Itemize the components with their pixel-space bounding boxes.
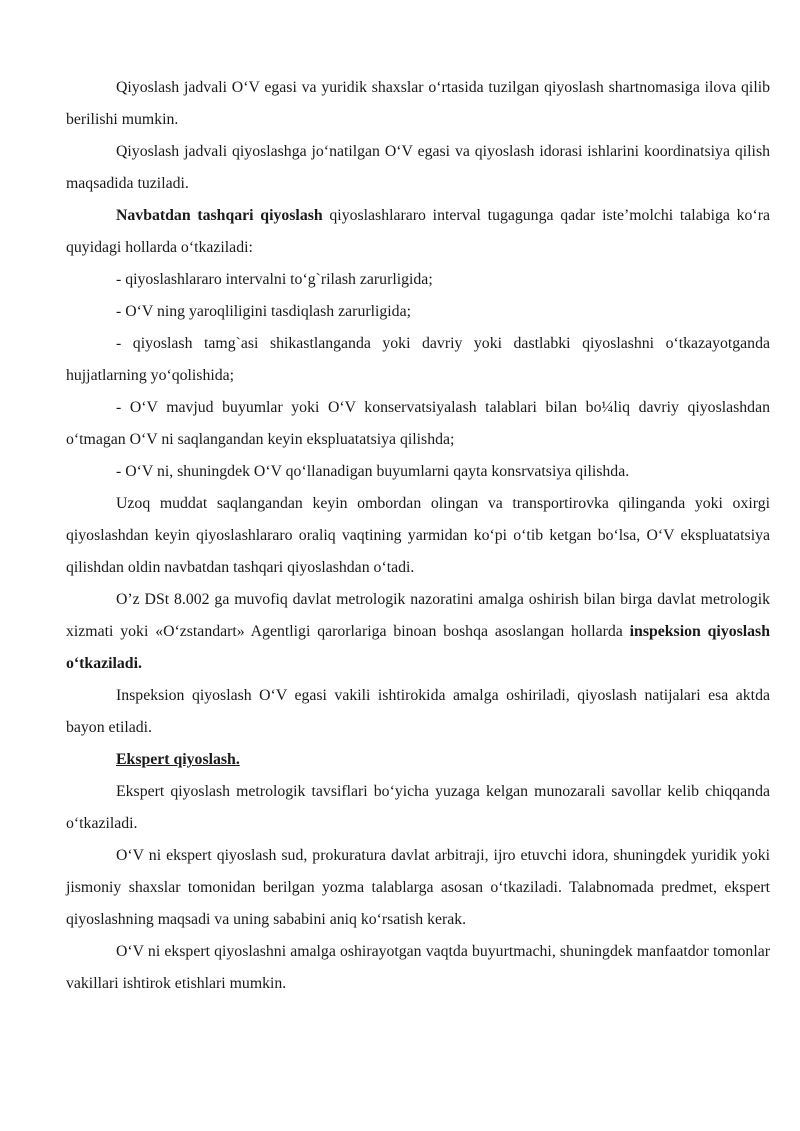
document-body: [66, 72, 770, 1000]
paragraph-extraordinary-verification: [66, 200, 770, 264]
list-item: - qiyoslash tamg`asi shikastlanganda yoki davriy yoki dastlabki qiyoslashni o‘tkazayotganda hujjatlarning yo‘qolishida;: [66, 335, 770, 384]
heading-expert-verification: Ekspert qiyoslash.: [116, 751, 240, 768]
paragraph-inspection-basis: [66, 584, 770, 680]
list-item: - qiyoslashlararo intervalni to‘g`rilash zarurligida;: [116, 271, 433, 288]
list-item: - O‘V ni, shuningdek O‘V qo‘llanadigan buyumlarni qayta konsrvatsiya qilishda.: [116, 463, 630, 480]
term-inspection-verification: inspeksion qiyoslash o‘tkaziladi.: [66, 623, 770, 672]
list-item: - O‘V ning yaroqliligini tasdiqlash zarurligida;: [116, 303, 411, 320]
paragraph-schedule-purpose: Qiyoslash jadvali qiyoslashga jo‘natilgan O‘V egasi va qiyoslash idorasi ishlarini koordinatsiya qilish maqsadida tuziladi.: [66, 143, 770, 192]
paragraph-text: O’z DSt 8.002 ga muvofiq davlat metrologik nazoratini amalga oshirish bilan birga davlat metrologik xizmati yoki «O‘zstandart» Agentligi qarorlariga binoan boshqa asoslangan hollarda: [66, 591, 770, 640]
paragraph-long-storage: Uzoq muddat saqlangandan keyin ombordan olingan va transportirovka qilinganda yoki oxirgi qiyoslashdan keyin qiyoslashlararo oraliq vaqtining yarmidan ko‘pi o‘tib ketgan bo‘lsa, O‘V ekspluatatsiya qilishdan oldin navbatdan tashqari qiyoslashdan o‘tadi.: [66, 495, 770, 576]
paragraph-expert-when: Ekspert qiyoslash metrologik tavsiflari bo‘yicha yuzaga kelgan munozarali savollar kelib chiqqanda o‘tkaziladi.: [66, 783, 770, 832]
paragraph-schedule-attachment: Qiyoslash jadvali O‘V egasi va yuridik shaxslar o‘rtasida tuzilgan qiyoslash shartnomasiga ilova qilib berilishi mumkin.: [66, 79, 770, 128]
paragraph-text: qiyoslashlararo interval tugagunga qadar iste’molchi talabiga ko‘ra quyidagi hollarda o‘tkaziladi:: [66, 207, 770, 256]
section-heading: [66, 744, 770, 776]
list-item: - O‘V mavjud buyumlar yoki O‘V konservatsiyalash talablari bilan bo¼liq davriy qiyoslashdan o‘tmagan O‘V ni saqlangandan keyin ekspluatatsiya qilishda;: [66, 399, 770, 448]
paragraph-expert-participants: O‘V ni ekspert qiyoslashni amalga oshirayotgan vaqtda buyurtmachi, shuningdek manfaatdor tomonlar vakillari ishtirok etishlari mumkin.: [66, 943, 770, 992]
term-extraordinary-verification: Navbatdan tashqari qiyoslash: [116, 207, 323, 224]
paragraph-expert-basis: O‘V ni ekspert qiyoslash sud, prokuratura davlat arbitraji, ijro etuvchi idora, shuningdek yuridik yoki jismoniy shaxslar tomonidan berilgan yozma talablarga asosan o‘tkaziladi. Talabnomada predmet, ekspert qiyoslashning maqsadi va uning sababini aniq ko‘rsatish kerak.: [66, 847, 770, 928]
paragraph-inspection-procedure: Inspeksion qiyoslash O‘V egasi vakili ishtirokida amalga oshiriladi, qiyoslash natijalari esa aktda bayon etiladi.: [66, 687, 770, 736]
